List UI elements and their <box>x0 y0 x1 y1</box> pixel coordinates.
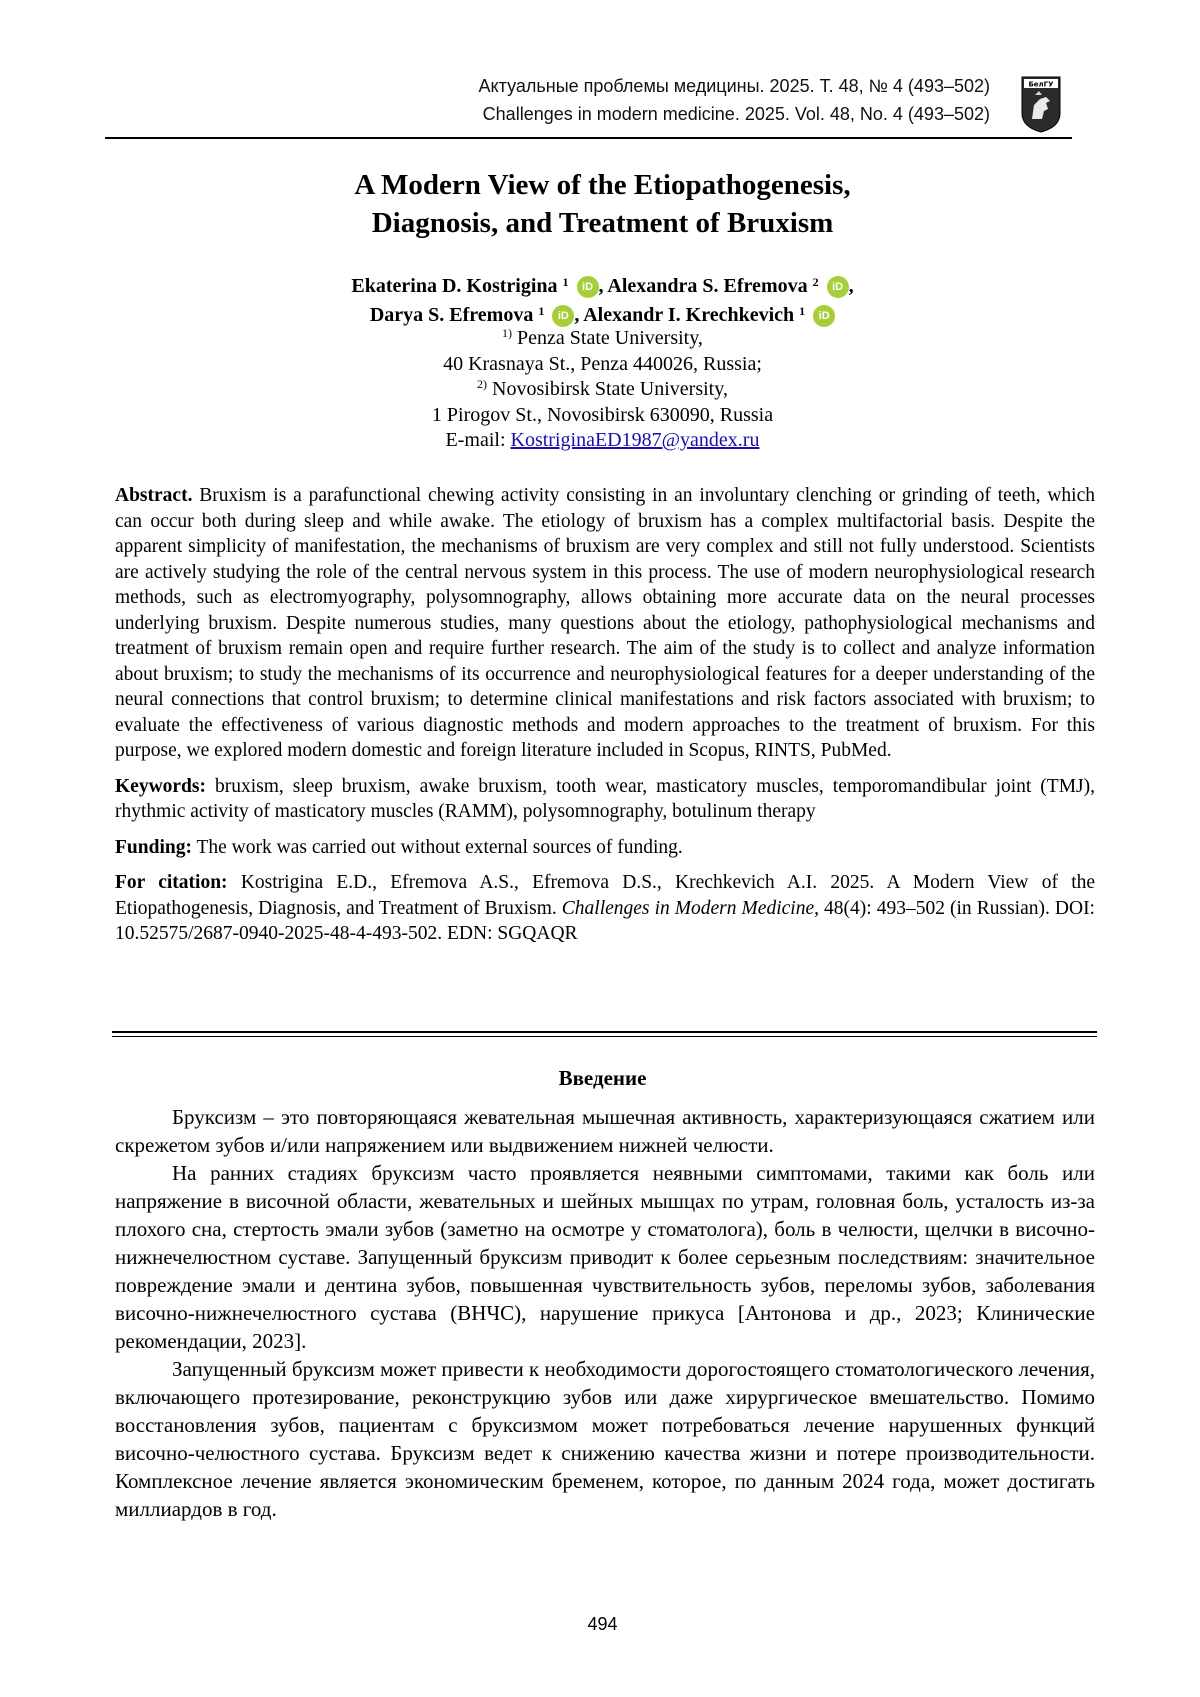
running-header <box>105 72 990 128</box>
affiliation-1-text: Penza State University, <box>517 327 703 349</box>
title-line-2: Diagnosis, and Treatment of Bruxism <box>371 207 834 239</box>
email-label: E-mail: <box>445 429 506 451</box>
affiliation-2-text: Novosibirsk State University, <box>492 378 728 400</box>
citation-details: , 48(4): 493–502 (in Russian). DOI: 10.52575/2687-0940-2025-48-4-493-502. EDN: SGQAQR <box>115 897 1095 944</box>
affiliation-1-name <box>105 326 1100 352</box>
body-paragraph: Запущенный бруксизм может привести к необходимости дорогостоящего стоматологического лечения, включающего протезирование, реконструкцию зубов или даже хирургическое вмешательство. Помимо восстановления зубов, пациентам с бруксизмом может потребоваться лечение нарушенных функций височно-челюстного сустава. Бруксизм ведет к снижению качества жизни и потере производительности. Комплексное лечение является экономическим бременем, которое, по данным 2024 года, может достигать миллиардов в год. <box>115 1357 1095 1521</box>
body-text <box>115 1103 1095 1523</box>
abstract-paragraph <box>115 483 1095 764</box>
email-line <box>105 428 1100 454</box>
affiliation-1-address: 40 Krasnaya St., Penza 440026, Russia; <box>443 352 762 375</box>
crest-label: БелГУ <box>1028 80 1054 89</box>
email-link[interactable]: KostriginaED1987@yandex.ru <box>510 429 760 451</box>
affiliations <box>105 326 1100 454</box>
keywords-paragraph <box>115 774 1095 825</box>
article-title <box>105 166 1100 242</box>
citation-label: For citation: <box>115 872 228 893</box>
orcid-icon[interactable]: iD <box>552 305 574 327</box>
citation-text: Kostrigina E.D., Efremova A.S., Efremova D.S., Krechkevich A.I. 2025. A Modern View of the Etiopathogenesis, Diagnosis, and Treatment of Bruxism. <box>115 872 1096 919</box>
affiliation-2-name <box>105 377 1100 403</box>
keywords-text: bruxism, sleep bruxism, awake bruxism, tooth wear, masticatory muscles, temporomandibular joint (TMJ), rhythmic activity of masticatory muscles (RAMM), polysomnography, botulinum therapy <box>115 775 1096 822</box>
title-line-1: A Modern View of the Etiopathogenesis, <box>354 169 851 201</box>
body-paragraph: На ранних стадиях бруксизм часто проявляется неявными симптомами, такими как боль или напряжение в височной области, жевательных и шейных мышцах по утрам, головная боль, усталость из-за плохого сна, стертость эмали зубов (заметно на осмотре у стоматолога), боль в челюсти, щелчки в височно-нижнечелюстном суставе. Запущенный бруксизм приводит к более серьезным последствиям: значительное повреждение эмали и дентина зубов, повышенная чувствительность зубов, переломы зубов, заболевания височно-нижнечелюстного сустава (ВНЧС), нарушение прикуса [Антонова и др., 2023; Клинические рекомендации, 2023]. <box>115 1161 1095 1353</box>
funding-paragraph <box>115 835 1095 861</box>
citation-paragraph <box>115 870 1095 947</box>
orcid-icon[interactable]: iD <box>577 276 599 298</box>
section-divider <box>112 1031 1097 1037</box>
author-affiliation-mark: 1 <box>799 304 806 318</box>
author-name: Darya S. Efremova <box>369 304 534 326</box>
page-number: 494 <box>587 1614 618 1634</box>
keywords-label: Keywords: <box>115 775 206 797</box>
abstract-text: Bruxism is a parafunctional chewing activity consisting in an involuntary clenching or grinding of teeth, which can occur both during sleep and while awake. The etiology of bruxism has a complex multifactorial basis. Despite the apparent simplicity of manifestation, the mechanisms of bruxism are very complex and still not fully understood. Scientists are actively studying the role of the central nervous system in this process. The use of modern neurophysiological research methods, such as electromyography, polysomnography, allows obtaining more accurate data on the neural processes underlying bruxism. Despite numerous studies, many questions about the etiology, pathophysiological mechanisms and treatment of bruxism remain open and require further research. The aim of the study is to collect and analyze information about bruxism; to study the mechanisms of its occurrence and neurophysiological features for a deeper understanding of the neural connections that control bruxism; to determine clinical manifestations and risk factors associated with bruxism; to evaluate the effectiveness of various diagnostic methods and modern approaches to the treatment of bruxism. For this purpose, we explored modern domestic and foreign literature included in Scopus, RINTS, PubMed. <box>115 485 1095 761</box>
header-rule <box>105 137 1072 139</box>
affiliation-2-address: 1 Pirogov St., Novosibirsk 630090, Russia <box>431 403 774 426</box>
author-affiliation-mark: 1 <box>538 304 545 318</box>
author-name: Alexandr I. Krechkevich <box>583 304 795 326</box>
affiliation-2-mark: 2) <box>477 377 488 391</box>
citation-journal: Challenges in Modern Medicine <box>561 897 815 919</box>
funding-label: Funding: <box>115 836 192 858</box>
author-list <box>105 272 1100 330</box>
journal-title-en: Challenges in modern medicine. 2025. Vol. 48, No. 4 (493–502) <box>482 104 990 124</box>
author-name: Alexandra S. Efremova <box>607 275 808 297</box>
orcid-icon[interactable]: iD <box>827 276 849 298</box>
author-affiliation-mark: 1 <box>562 275 569 289</box>
university-crest-icon <box>1020 75 1062 133</box>
authors-line-2: Darya S. Efremova $^1$ iD , Alexandr I. Krechkevich $^1$ iD <box>105 301 1100 330</box>
affiliation-1-mark: 1) <box>502 326 513 340</box>
authors-line-1: Ekaterina D. Kostrigina $^1$ iD , Alexandra S. Efremova $^2$ iD , <box>351 275 854 297</box>
abstract-label: Abstract. <box>115 485 193 506</box>
author-name: Ekaterina D. Kostrigina <box>351 275 558 297</box>
front-matter <box>115 483 1095 957</box>
funding-text: The work was carried out without external sources of funding. <box>196 836 683 858</box>
body-paragraph: Бруксизм – это повторяющаяся жевательная мышечная активность, характеризующаяся сжатием или скрежетом зубов и/или напряжением или выдвижением нижней челюсти. <box>115 1105 1095 1157</box>
section-heading: Введение <box>558 1066 647 1090</box>
orcid-icon[interactable]: iD <box>813 305 835 327</box>
journal-title-ru: Актуальные проблемы медицины. 2025. Т. 48, № 4 (493–502) <box>478 76 990 96</box>
author-affiliation-mark: 2 <box>812 275 819 289</box>
